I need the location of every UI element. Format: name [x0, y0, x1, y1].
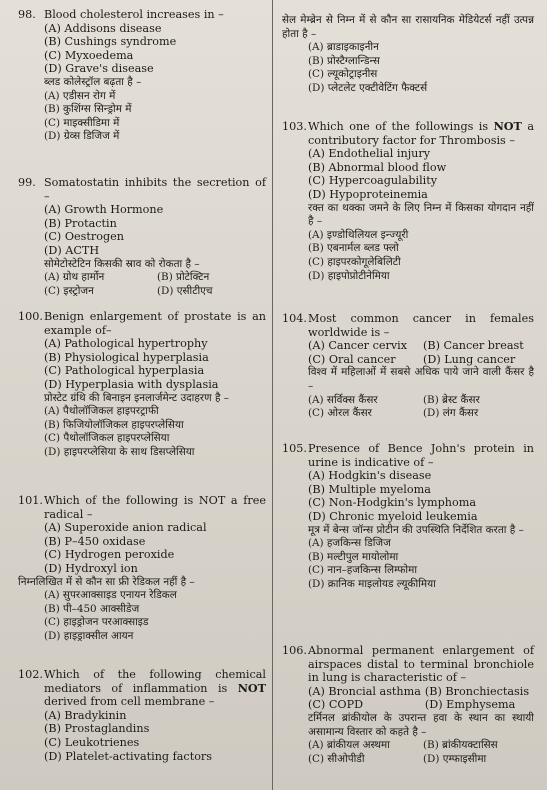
option-b: (B) Abnormal blood flow	[308, 160, 447, 174]
option-a: (A) Cancer cervix	[308, 339, 408, 353]
hindi-option-c: (C) ल्यूकोट्राइनीस	[308, 68, 378, 81]
hindi-option-a: (A) एडीसन रोग में	[44, 89, 116, 102]
question-text: Abnormal permanent enlargement of airspaces distal to terminal bronchiole in lung is characteristic of –	[308, 644, 534, 685]
question-number: 99.	[18, 176, 36, 189]
option-c: (C) Pathological hyperplasia	[44, 364, 205, 378]
question-number: 104.	[282, 312, 307, 325]
hindi-question-text: निम्नलिखित में से कौन सा फ्री रेडिकल नहीं है –	[18, 575, 195, 588]
hindi-option-d: (D) हाइड्राक्सील आयन	[44, 629, 134, 642]
question-number: 106.	[282, 644, 307, 657]
option-b: (B) Cushings syndrome	[44, 35, 177, 49]
option-d: (D) Hydroxyl ion	[44, 561, 138, 575]
hindi-option-b: (B) प्रोस्टैग्लान्डिन्स	[308, 54, 380, 67]
option-a: (A) Addisons disease	[44, 21, 162, 35]
hindi-option-c: (C) इस्ट्रोजन	[44, 284, 94, 297]
question-103	[282, 120, 534, 283]
option-a: (A) Growth Hormone	[44, 203, 164, 217]
option-a: (A) Pathological hypertrophy	[44, 337, 208, 351]
hindi-option-d: (D) एम्फाइसीमा	[423, 752, 487, 765]
question-102	[18, 668, 266, 763]
question-text: Somatostatin inhibits the secretion of –	[44, 176, 266, 203]
question-text: Presence of Bence John's protein in urine is indicative of –	[308, 442, 534, 469]
option-d: (D) Platelet-activating factors	[44, 749, 213, 763]
question-number: 105.	[282, 442, 307, 455]
options-grid	[308, 339, 534, 366]
options-grid	[308, 685, 534, 712]
option-b: (B) Cancer breast	[423, 339, 524, 353]
hindi-option-d: (D) प्लेटलेट एक्टीवेटिंग फैक्टर्स	[308, 81, 428, 94]
hindi-options-grid	[44, 271, 266, 298]
option-d: (D) Grave's disease	[44, 62, 154, 76]
question-text: Which of the following is NOT a free radical –	[44, 494, 266, 521]
hindi-option-d: (D) हाइपोप्रोटीनेमिया	[308, 269, 390, 282]
option-d: (D) Emphysema	[424, 698, 516, 712]
hindi-question-text: ब्लड कोलेस्ट्रॉल बढ़ता है –	[44, 75, 142, 88]
column-divider	[272, 0, 273, 790]
option-b: (B) Multiple myeloma	[308, 482, 431, 496]
hindi-option-c: (C) ओरल कैंसर	[308, 407, 372, 420]
option-c: (C) Hydrogen peroxide	[44, 548, 175, 562]
hindi-option-c: (C) हाइपरकोगूलेबिलिटी	[308, 255, 401, 268]
hindi-option-b: (B) ब्रांकीयक्टासिस	[423, 739, 498, 752]
question-number: 98.	[18, 8, 36, 21]
option-d: (D) ACTH	[44, 243, 100, 257]
question-number: 103.	[282, 120, 307, 133]
option-b: (B) Prostaglandins	[44, 722, 150, 736]
question-102-hindi-continued	[282, 14, 534, 96]
hindi-question-text: सोमेटोस्टेटिन किसकी स्राव को रोकता है –	[44, 257, 200, 270]
hindi-option-d: (D) लंग कैंसर	[423, 407, 479, 420]
option-d: (D) Chronic myeloid leukemia	[308, 509, 478, 523]
hindi-question-text: सेल मेम्ब्रेन से निम्न में से कौन सा रासायनिक मेडियेटर्स नहीं उत्पन्न होता है –	[282, 14, 534, 40]
hindi-option-a: (A) सर्विक्स कैंसर	[308, 393, 378, 406]
hindi-option-a: (A) ग्रोथ हार्मोन	[44, 271, 105, 284]
hindi-option-b: (B) मल्टीपुल मायोलोमा	[308, 550, 399, 563]
option-c: (C) Oral cancer	[308, 352, 396, 366]
hindi-option-a: (A) ब्रांकीयल अस्थमा	[308, 739, 390, 752]
option-b: (B) Physiological hyperplasia	[44, 350, 209, 364]
option-c: (C) Leukotrienes	[44, 735, 140, 749]
hindi-option-a: (A) इण्डोथिलियल इन्ज्यूरी	[308, 228, 409, 241]
question-104	[282, 312, 534, 421]
question-105	[282, 442, 534, 592]
question-98	[18, 8, 266, 144]
hindi-option-b: (B) प्रोटेक्टिन	[157, 271, 210, 284]
left-column	[18, 0, 266, 790]
option-c: (C) Myxoedema	[44, 48, 134, 62]
hindi-options-grid	[308, 739, 534, 766]
hindi-option-a: (A) ब्राडाइकाइनीन	[308, 41, 379, 54]
hindi-option-d: (D) ग्रेव्स डिजिज में	[44, 130, 120, 143]
question-number: 102.	[18, 668, 43, 681]
hindi-option-b: (B) पी–450 आक्सीडेज	[44, 602, 140, 615]
hindi-option-b: (B) एबनार्मल ब्लड फ्लो	[308, 242, 399, 255]
hindi-option-c: (C) माइक्सीडिमा में	[44, 116, 120, 129]
question-number: 100.	[18, 310, 43, 323]
hindi-option-a: (A) हजकिन्स डिजिज	[308, 537, 391, 550]
hindi-question-text: विश्व में महिलाओं में सबसे अधिक पाये जाने वाली कैंसर है –	[308, 366, 534, 392]
question-number: 101.	[18, 494, 43, 507]
question-text: Which one of the followings is NOT a contributory factor for Thrombosis –	[308, 119, 534, 147]
question-text: Which of the following chemical mediators of inflammation is NOT derived from cell membrane –	[44, 668, 266, 709]
question-text: Benign enlargement of prostate is an example of–	[44, 310, 266, 337]
question-106	[282, 644, 534, 766]
question-99	[18, 176, 266, 298]
option-d: (D) Hyperplasia with dysplasia	[44, 377, 219, 391]
option-b: (B) Protactin	[44, 216, 117, 230]
option-d: (D) Lung cancer	[423, 352, 516, 366]
hindi-option-b: (B) फिजियोलॉजिकल हाइपरप्लेसिया	[44, 418, 184, 431]
option-a: (A) Hodgkin's disease	[308, 469, 432, 483]
question-text: Most common cancer in females worldwide is –	[308, 312, 534, 339]
hindi-option-a: (A) सुपरआक्साइड एनायन रेडिकल	[44, 589, 177, 602]
hindi-question-text: रक्त का थक्का जमने के लिए निम्न में किसका योगदान नहीं है –	[308, 201, 534, 228]
option-b: (B) P–450 oxidase	[44, 534, 146, 548]
option-c: (C) COPD	[308, 698, 364, 712]
hindi-question-text: प्रोस्टेट ग्रंथि की बिनाइन इनलार्जमेन्ट उदाहरण है –	[44, 391, 229, 404]
question-101	[18, 494, 266, 644]
option-a: (A) Endothelial injury	[308, 147, 431, 161]
option-a: (A) Bradykinin	[44, 708, 127, 722]
right-column	[282, 0, 534, 790]
hindi-option-d: (D) एसीटीएच	[157, 284, 213, 297]
hindi-option-c: (C) नान–हजकिन्स लिम्फोमा	[308, 564, 418, 577]
hindi-option-a: (A) पैथोलॉजिकल हाइपरट्राफी	[44, 405, 159, 418]
hindi-options-grid	[308, 394, 534, 421]
hindi-question-text: मूत्र में बेन्स जॉन्स प्रोटीन की उपस्थिति निर्देशित करता है –	[308, 523, 524, 536]
hindi-option-d: (D) हाइपरप्लेसिया के साथ डिसप्लेसिया	[44, 445, 195, 458]
hindi-option-c: (C) पैथोलॉजिकल हाइपरप्लेसिया	[44, 432, 170, 445]
hindi-option-b: (B) कुशिंग्स सिन्ड्रोम में	[44, 103, 132, 116]
option-d: (D) Hypoproteinemia	[308, 187, 428, 201]
option-b: (B) Bronchiectasis	[424, 684, 530, 698]
option-c: (C) Oestrogen	[44, 230, 124, 244]
question-100	[18, 310, 266, 460]
option-c: (C) Non-Hodgkin's lymphoma	[308, 496, 476, 510]
hindi-option-c: (C) सीओपीडी	[308, 752, 365, 765]
hindi-option-d: (D) क्रानिक माइलोयड ल्यूकीमिया	[308, 577, 436, 590]
option-a: (A) Superoxide anion radical	[44, 521, 207, 535]
option-c: (C) Hypercoagulability	[308, 174, 438, 188]
question-text: Blood cholesterol increases in –	[44, 8, 224, 21]
hindi-option-c: (C) हाइड्रोजन परआक्साइड	[44, 616, 149, 629]
hindi-question-text: टर्मिनल ब्रांकीयोल के उपरान्त हवा के स्थान का स्थायी असामान्य विस्तार को कहते है –	[308, 711, 534, 738]
option-a: (A) Broncial asthma	[308, 684, 421, 698]
hindi-option-b: (B) ब्रेस्ट कैंसर	[423, 393, 480, 406]
